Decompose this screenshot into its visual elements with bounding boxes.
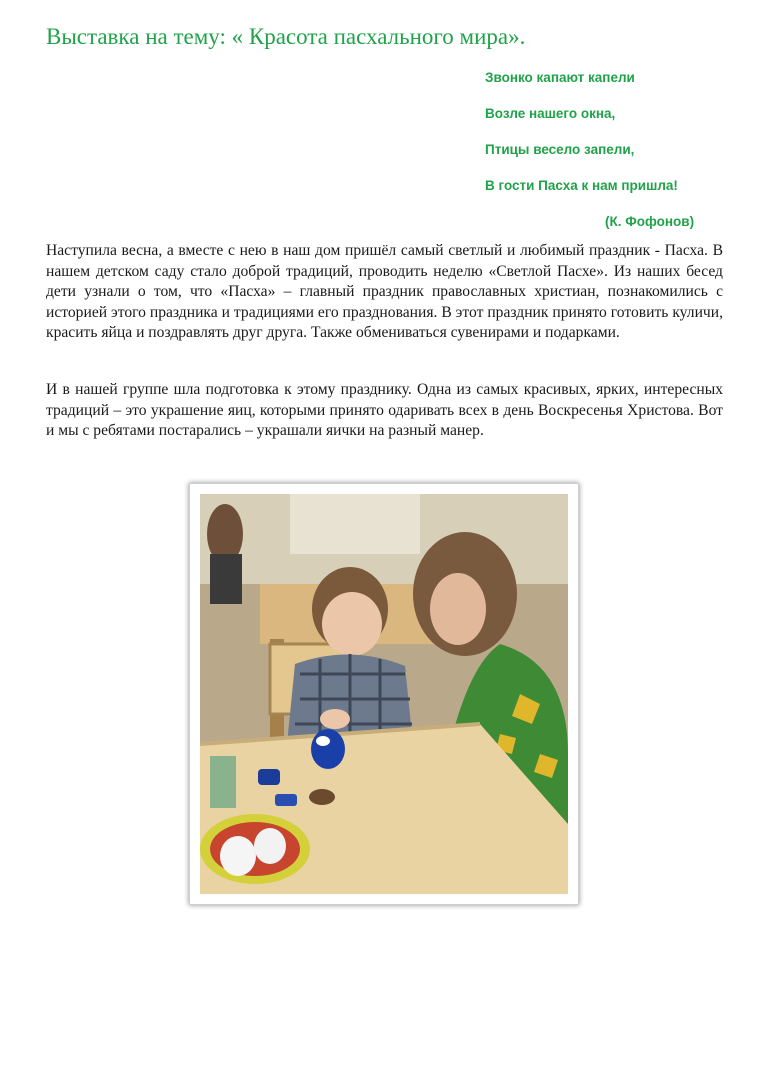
poem-line: Возле нашего окна, (485, 106, 616, 121)
poem-line: В гости Пасха к нам пришла! (485, 178, 678, 193)
photo-frame (189, 483, 579, 905)
egg-painting-photo (200, 494, 568, 894)
page-title: Выставка на тему: « Красота пасхального мира». (46, 24, 526, 49)
poem-line: Звонко капают капели (485, 70, 635, 85)
poem (485, 66, 745, 229)
paragraph-intro: Наступила весна, а вместе с нею в наш дом пришёл самый светлый и любимый праздник - Пасха. В нашем детском саду стало доброй традиций, проводить неделю «Светлой Пасхе». Из наших бесед дети узнали о том, что «Пасха» – главный праздник православных христиан, познакомились с историей этого праздника и традициями его празднования. В этот праздник принято готовить куличи, красить яйца и поздравлять друг друга. Также обмениваться сувенирами и подарками. (46, 242, 723, 341)
poem-author: (К. Фофонов) (605, 214, 695, 229)
paragraph-preparation: И в нашей группе шла подготовка к этому празднику. Одна из самых красивых, ярких, интересных традиций – это украшение яиц, которыми принято одаривать всех в день Воскресенья Христова. Вот и мы с ребятами постарались – украшали яички на разный манер. (46, 381, 723, 439)
poem-line: Птицы весело запели, (485, 142, 635, 157)
